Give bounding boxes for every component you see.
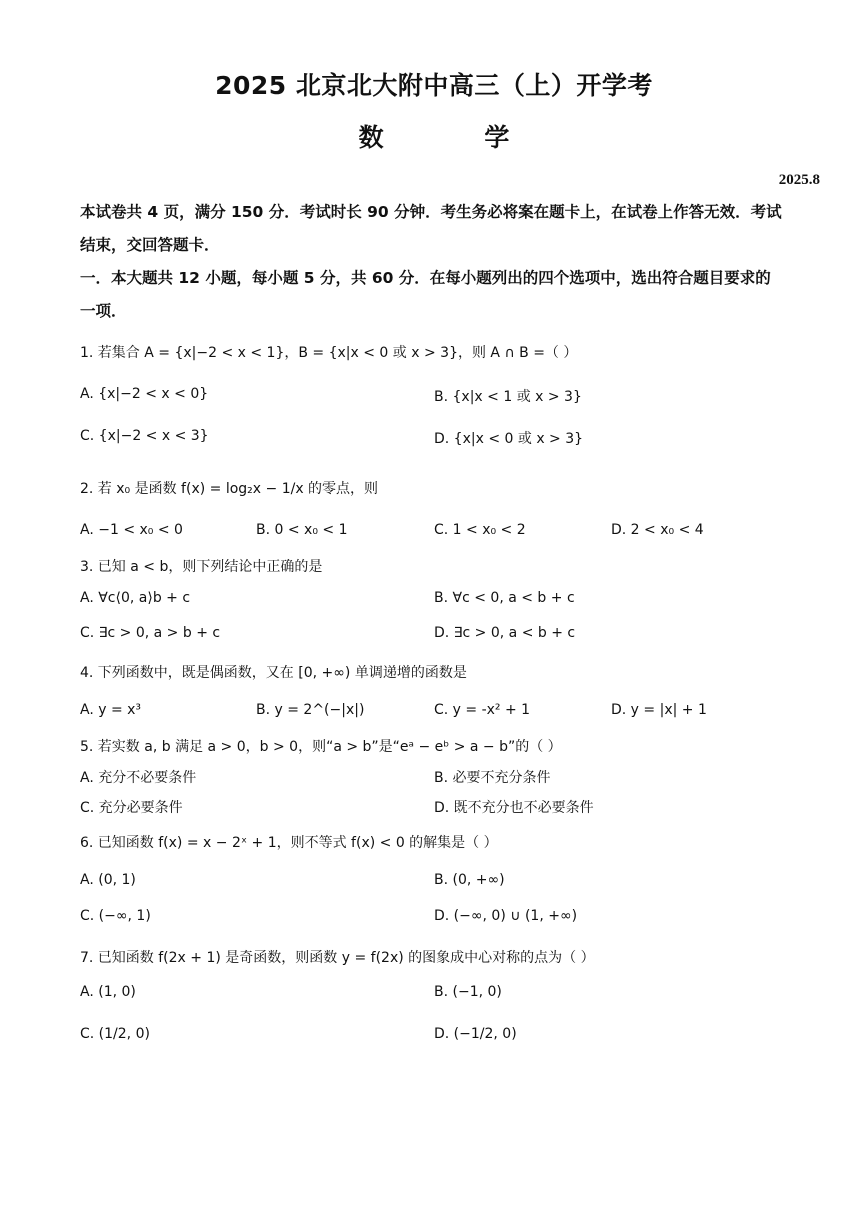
q7-option-c: C. (1/2, 0) — [80, 1026, 150, 1042]
q2-option-b: B. 0 < x₀ < 1 — [256, 522, 348, 538]
section-1-instructions: 一．本大题共 12 小题，每小题 5 分，共 60 分．在每小题列出的四个选项中，选出符合题目要求的一项． — [80, 269, 771, 320]
subject-title: 数 学 — [358, 123, 556, 152]
q5-option-c: C. 充分必要条件 — [80, 800, 183, 816]
question-6-stem: 6. 已知函数 f(x) = x − 2ˣ + 1，则不等式 f(x) < 0 的解集是（ ） — [80, 835, 498, 851]
q7-option-d: D. (−1/2, 0) — [434, 1026, 517, 1042]
exam-title: 2025 北京北大附中高三（上）开学考 — [215, 71, 653, 100]
q4-option-d: D. y = |x| + 1 — [611, 702, 707, 718]
q6-option-d: D. (−∞, 0) ∪ (1, +∞) — [434, 908, 578, 924]
question-1-stem: 1. 若集合 A = {x|−2 < x < 1}，B = {x|x < 0 或 x > 3}，则 A ∩ B =（ ） — [80, 345, 578, 361]
q5-option-b: B. 必要不充分条件 — [434, 770, 551, 786]
question-4-stem: 4. 下列函数中，既是偶函数，又在 [0, +∞) 单调递增的函数是 — [80, 665, 467, 681]
q3-option-d: D. ∃c > 0, a < b + c — [434, 625, 576, 641]
q3-option-c: C. ∃c > 0, a > b + c — [80, 625, 221, 641]
q4-option-c: C. y = -x² + 1 — [434, 702, 531, 718]
q1-option-c: C. {x|−2 < x < 3} — [80, 428, 209, 444]
q1-option-d: D. {x|x < 0 或 x > 3} — [434, 431, 584, 447]
q2-option-a: A. −1 < x₀ < 0 — [80, 522, 183, 538]
q7-option-a: A. (1, 0) — [80, 984, 136, 1000]
exam-instructions: 本试卷共 4 页，满分 150 分．考试时长 90 分钟．考生务必将案在题卡上，在试卷上作答无效．考试结束，交回答题卡． — [80, 203, 782, 254]
q4-option-a: A. y = x³ — [80, 702, 142, 718]
question-3-stem: 3. 已知 a < b，则下列结论中正确的是 — [80, 559, 323, 575]
question-2-stem: 2. 若 x₀ 是函数 f(x) = log₂x − 1/x 的零点，则 — [80, 481, 379, 497]
q6-option-b: B. (0, +∞) — [434, 872, 505, 888]
q2-option-d: D. 2 < x₀ < 4 — [611, 522, 704, 538]
q5-option-a: A. 充分不必要条件 — [80, 770, 197, 786]
exam-date: 2025.8 — [778, 172, 820, 188]
q1-option-a: A. {x|−2 < x < 0} — [80, 386, 209, 402]
q5-option-d: D. 既不充分也不必要条件 — [434, 800, 594, 816]
q2-option-c: C. 1 < x₀ < 2 — [434, 522, 526, 538]
q4-option-b: B. y = 2^(−|x|) — [256, 702, 365, 718]
q3-option-b: B. ∀c < 0, a < b + c — [434, 590, 575, 606]
q3-option-a: A. ∀c⟨0, a⟩b + c — [80, 590, 191, 606]
question-7-stem: 7. 已知函数 f(2x + 1) 是奇函数，则函数 y = f(2x) 的图象成中心对称的点为（ ） — [80, 950, 595, 966]
question-5-stem: 5. 若实数 a, b 满足 a > 0，b > 0，则“a > b”是“eᵃ − eᵇ > a − b”的（ ） — [80, 739, 562, 755]
q6-option-c: C. (−∞, 1) — [80, 908, 151, 924]
q7-option-b: B. (−1, 0) — [434, 984, 502, 1000]
q6-option-a: A. (0, 1) — [80, 872, 136, 888]
q1-option-b: B. {x|x < 1 或 x > 3} — [434, 389, 582, 405]
